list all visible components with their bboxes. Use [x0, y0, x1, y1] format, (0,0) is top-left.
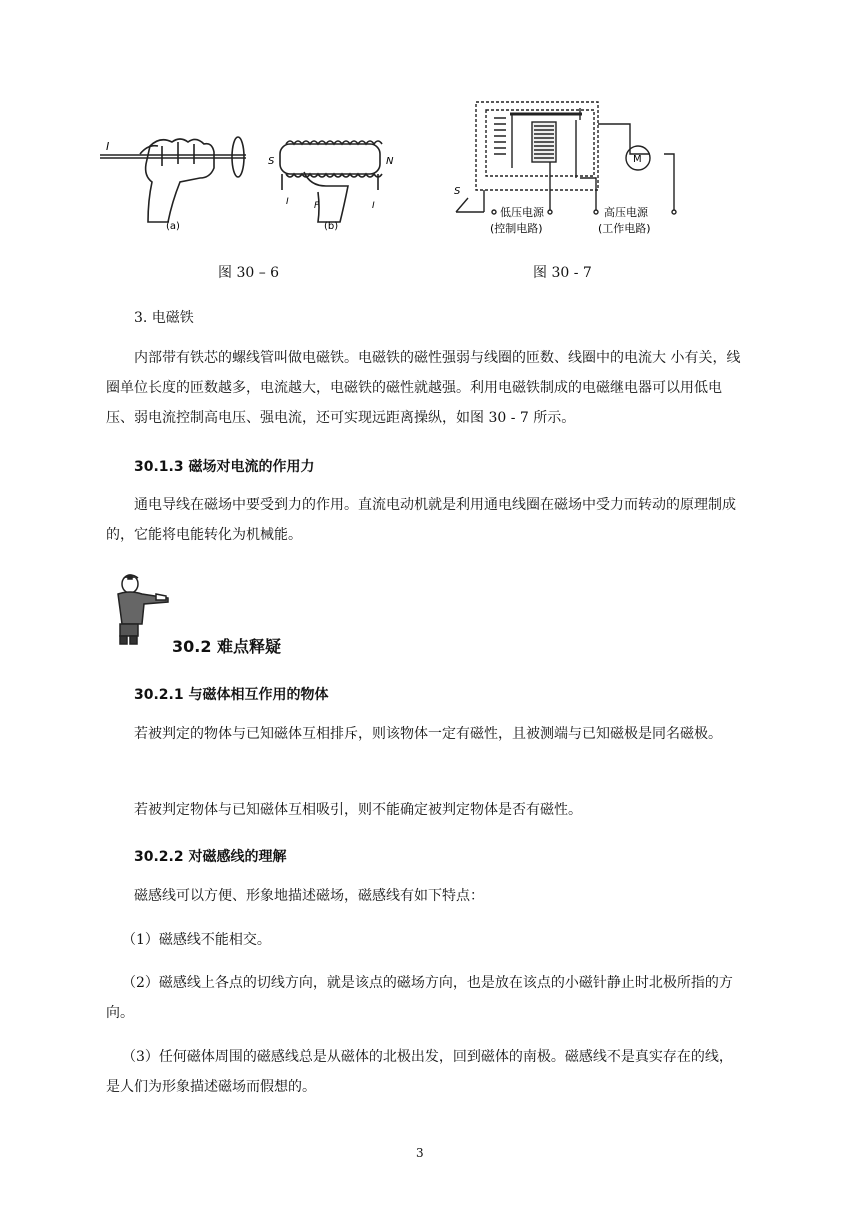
- section-heading-30-1-3: 30.1.3 磁场对电流的作用力: [134, 459, 315, 475]
- list-item-field-lines-1: （1）磁感线不能相交。: [122, 932, 271, 948]
- fig-30-7-caption: 图 30 - 7: [533, 265, 592, 281]
- fig-30-7-motor-label: M: [633, 154, 642, 165]
- figure-30-6: [100, 124, 396, 240]
- fig-30-7-high-voltage: 高压电源: [604, 206, 648, 219]
- section-heading-30-2-1: 30.2.1 与磁体相互作用的物体: [134, 687, 329, 703]
- section-heading-electromagnet: 3. 电磁铁: [134, 310, 194, 326]
- paragraph-30-2-1-attract: 若被判定物体与已知磁体互相吸引，则不能确定被判定物体是否有磁性。: [134, 802, 582, 818]
- paragraph-30-2-2-intro: 磁感线可以方便、形象地描述磁场，磁感线有如下特点：: [134, 888, 484, 904]
- fig-30-7-low-voltage: 低压电源: [500, 206, 544, 219]
- fig-30-7-switch-label: S: [454, 186, 461, 197]
- paragraph-electromagnet: 内部带有铁芯的螺线管叫做电磁铁。电磁铁的磁性强弱与线圈的匝数、线圈中的电流大 小有关，线圈单位长度的匝数越多，电流越大，电磁铁的磁性就越强。利用电磁铁制成的电磁继电器可以用低电压、弱电流控制高电压、强电流，还可实现远距离操纵，如图 30 - 7 所示。: [106, 350, 741, 426]
- teacher-pointing-icon: [108, 572, 172, 646]
- paragraph-30-2-1-repel: 若被判定的物体与已知磁体互相排斥，则该物体一定有磁性，且被测端与已知磁极是同名磁极。: [134, 726, 722, 742]
- section-heading-30-2: 30.2 难点释疑: [172, 637, 282, 656]
- relay-spring: [494, 118, 506, 154]
- hand-solenoid-illustration: [280, 141, 382, 222]
- fig-30-6-f-label: F: [314, 201, 320, 211]
- section-heading-30-2-2: 30.2.2 对磁感线的理解: [134, 849, 287, 865]
- figure-30-7: [450, 98, 680, 240]
- page-number: 3: [416, 1146, 424, 1160]
- paragraph-30-1-3: 通电导线在磁场中要受到力的作用。直流电动机就是利用通电线圈在磁场中受力而转动的原理制成的，它能将电能转化为机械能。: [106, 497, 736, 543]
- fig-30-6-current-label-a: I: [106, 140, 110, 153]
- fig-30-7-work-circuit: (工作电路): [598, 222, 651, 235]
- fig-30-6-i-right: I: [372, 201, 375, 211]
- fig-30-6-pole-n: N: [386, 156, 394, 167]
- fig-30-6-pole-s: S: [268, 156, 275, 167]
- hand-straight-wire-illustration: [100, 137, 246, 222]
- list-item-field-lines-2: （2）磁感线上各点的切线方向，就是该点的磁场方向，也是放在该点的小磁针静止时北极所指的方向。: [106, 975, 733, 1021]
- fig-30-6-sub-b: (b): [324, 221, 339, 232]
- fig-30-6-caption: 图 30 – 6: [218, 265, 280, 281]
- fig-30-6-i-left: I: [286, 197, 289, 207]
- fig-30-7-control-circuit: (控制电路): [490, 222, 543, 235]
- fig-30-6-sub-a: (a): [166, 221, 180, 232]
- list-item-field-lines-3: （3）任何磁体周围的磁感线总是从磁体的北极出发，回到磁体的南极。磁感线不是真实存在的线，是人们为形象描述磁场而假想的。: [106, 1049, 733, 1095]
